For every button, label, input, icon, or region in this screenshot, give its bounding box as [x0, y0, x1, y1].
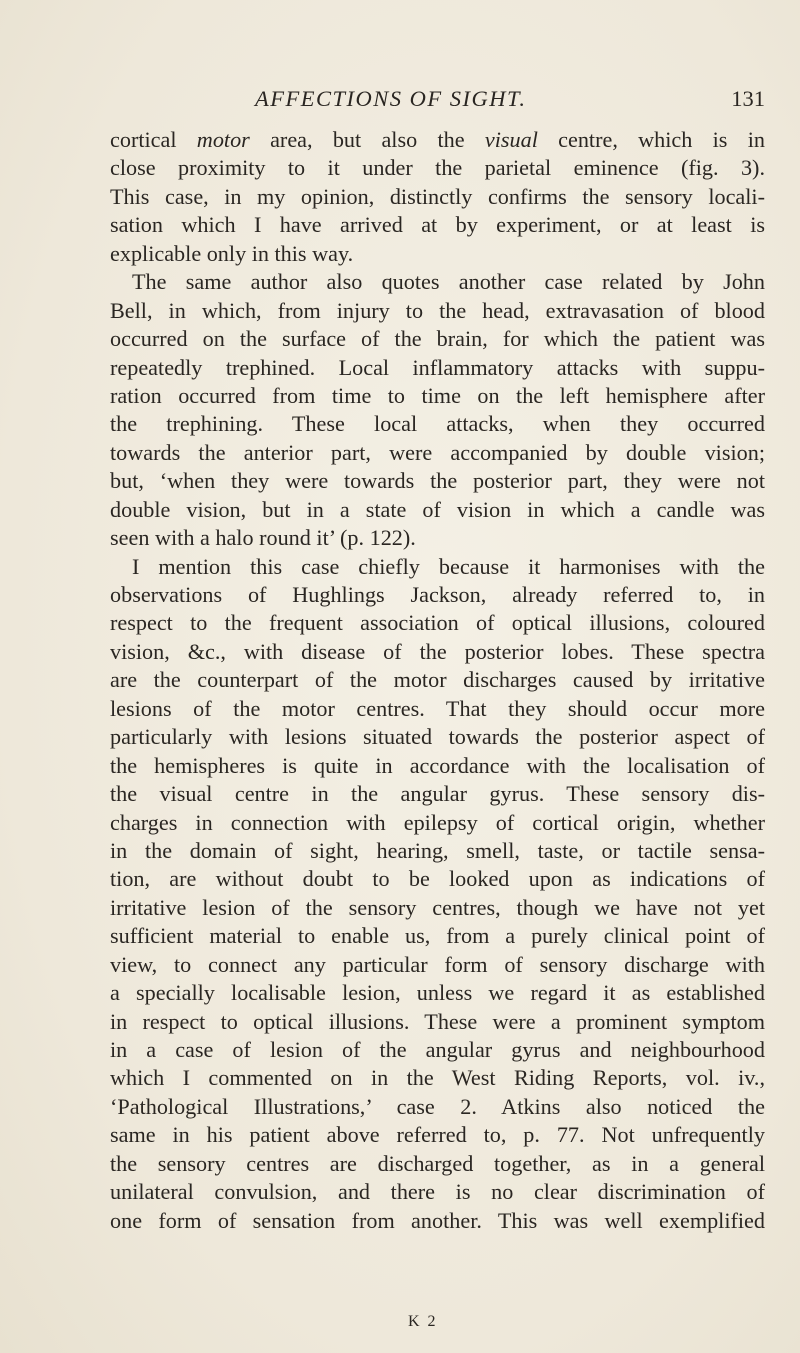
text-line — [110, 553, 765, 581]
text-line — [110, 154, 765, 182]
text-run: respect to the frequent association of optical illusions, coloured — [110, 610, 765, 636]
text-line — [110, 410, 765, 438]
text-run: sation which I have arrived at by experiment, or at least is — [110, 212, 765, 238]
text-line — [110, 951, 765, 979]
text-line — [110, 211, 765, 239]
italic-term: motor — [196, 127, 250, 152]
text-run: in respect to optical illusions. These were a prominent symptom — [110, 1008, 765, 1034]
text-run: one form of sensation from another. This was well exemplified — [110, 1207, 765, 1233]
text-run: view, to connect any particular form of sensory discharge with — [110, 951, 765, 977]
text-line — [110, 354, 765, 382]
text-run: in the domain of sight, hearing, smell, taste, or tactile sensa- — [110, 837, 765, 863]
text-run: same in his patient above referred to, p. 77. Not unfrequently — [110, 1122, 765, 1148]
italic-term: visual — [484, 127, 538, 152]
text-line — [110, 922, 765, 950]
text-line — [110, 382, 765, 410]
text-line — [110, 1150, 765, 1178]
text-line — [110, 752, 765, 780]
text-line — [110, 240, 765, 268]
text-line — [110, 809, 765, 837]
page-header — [110, 86, 765, 116]
text-line — [110, 1064, 765, 1092]
text-line — [110, 467, 765, 495]
text-run: I mention this case chiefly because it harmonises with the — [132, 553, 765, 579]
page-number: 131 — [731, 86, 765, 111]
text-line — [110, 1121, 765, 1149]
text-line — [110, 126, 765, 154]
signature-mark: K 2 — [408, 1313, 438, 1330]
text-line — [110, 837, 765, 865]
text-run: Bell, in which, from injury to the head, extravasation of blood — [110, 297, 765, 323]
text-run: charges in connection with epilepsy of cortical origin, whether — [110, 809, 765, 835]
text-line — [110, 1036, 765, 1064]
text-run: particularly with lesions situated towards the posterior aspect of — [110, 724, 765, 750]
text-run: close proximity to it under the parietal eminence (fig. 3). — [110, 155, 765, 181]
text-run: cortical — [110, 127, 197, 152]
text-line — [110, 865, 765, 893]
text-line — [110, 325, 765, 353]
text-line — [110, 439, 765, 467]
text-run: a specially localisable lesion, unless we regard it as established — [110, 980, 765, 1006]
text-run: which I commented on in the West Riding Reports, vol. iv., — [110, 1065, 765, 1091]
text-line — [110, 1207, 765, 1235]
text-line — [110, 1008, 765, 1036]
text-run: the hemispheres is quite in accordance with the localisation of — [110, 752, 765, 778]
text-line — [110, 1178, 765, 1206]
text-run: lesions of the motor centres. That they should occur more — [110, 695, 765, 721]
text-run: tion, are without doubt to be looked upon as indications of — [110, 866, 765, 892]
text-line — [110, 695, 765, 723]
text-run: centre, which is in — [537, 127, 765, 152]
text-line — [110, 638, 765, 666]
text-line — [110, 894, 765, 922]
running-head: AFFECTIONS OF SIGHT. — [255, 86, 527, 111]
text-run: repeatedly trephined. Local inflammatory attacks with suppu- — [110, 354, 765, 380]
text-run: ration occurred from time to time on the left hemisphere after — [110, 382, 765, 408]
text-run: This case, in my opinion, distinctly confirms the sensory locali- — [110, 183, 765, 209]
text-run: in a case of lesion of the angular gyrus and neighbourhood — [110, 1037, 765, 1062]
text-run: ‘Pathological Illustrations,’ case 2. Atkins also noticed the — [110, 1093, 765, 1119]
text-run: seen with a halo round it’ (p. 122). — [110, 525, 416, 551]
text-run: sufficient material to enable us, from a purely clinical point of — [110, 923, 765, 949]
text-run: the visual centre in the angular gyrus. These sensory dis- — [110, 781, 765, 807]
text-line — [110, 496, 765, 524]
text-line — [110, 524, 765, 552]
text-line — [110, 780, 765, 808]
text-run: unilateral convulsion, and there is no clear discrimination of — [110, 1179, 765, 1205]
text-line — [110, 1093, 765, 1121]
text-line — [110, 723, 765, 751]
text-run: area, but also the — [249, 127, 485, 152]
text-line — [110, 581, 765, 609]
text-run: irritative lesion of the sensory centres, though we have not yet — [110, 894, 765, 920]
text-run: The same author also quotes another case related by John — [132, 269, 765, 295]
text-run: vision, &c., with disease of the posterior lobes. These spectra — [110, 638, 765, 664]
text-line — [110, 609, 765, 637]
text-run: but, ‘when they were towards the posterior part, they were not — [110, 468, 765, 494]
text-run: towards the anterior part, were accompanied by double vision; — [110, 439, 765, 465]
text-run: the trephining. These local attacks, when they occurred — [110, 411, 765, 437]
text-run: are the counterpart of the motor discharges caused by irritative — [110, 667, 765, 693]
body-text — [110, 126, 765, 1235]
text-run: observations of Hughlings Jackson, already referred to, in — [110, 582, 765, 607]
text-run: double vision, but in a state of vision in which a candle was — [110, 496, 765, 522]
text-run: explicable only in this way. — [110, 240, 354, 266]
text-run: the sensory centres are discharged together, as in a general — [110, 1150, 765, 1176]
text-line — [110, 666, 765, 694]
text-line — [110, 979, 765, 1007]
text-line — [110, 268, 765, 296]
text-line — [110, 183, 765, 211]
text-run: occurred on the surface of the brain, for which the patient was — [110, 326, 765, 352]
text-line — [110, 297, 765, 325]
